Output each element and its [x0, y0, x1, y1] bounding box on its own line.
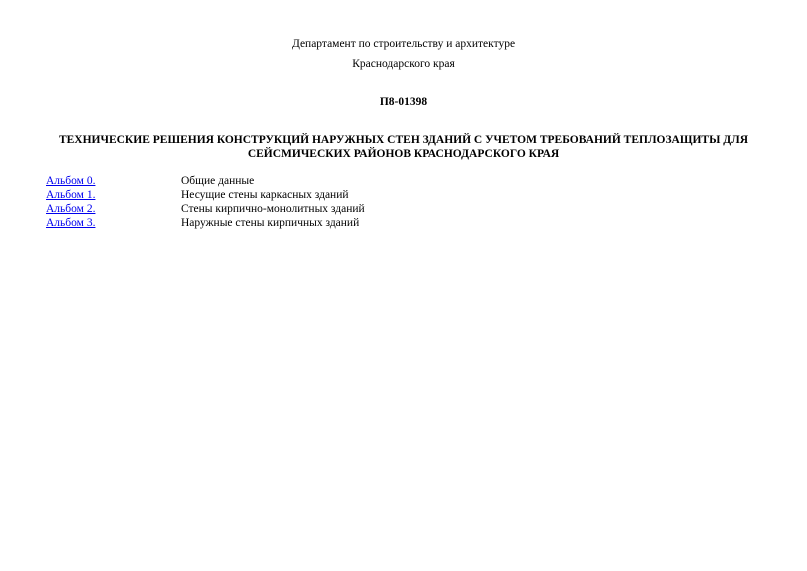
document-code: П8-01398: [379, 96, 428, 108]
organization-region: Краснодарского края: [352, 58, 455, 70]
album-3-link[interactable]: Альбом 3.: [46, 217, 96, 229]
album-1-description: Несущие стены каркасных зданий: [181, 189, 349, 201]
album-row-3: [46, 216, 646, 230]
album-1-link[interactable]: Альбом 1.: [46, 189, 96, 201]
album-list: [46, 174, 646, 230]
album-2-link[interactable]: Альбом 2.: [46, 203, 96, 215]
organization-name: Департамент по строительству и архитектуре: [291, 38, 516, 50]
album-3-description: Наружные стены кирпичных зданий: [181, 217, 360, 229]
album-row-0: [46, 174, 646, 188]
album-row-1: [46, 188, 646, 202]
album-0-description: Общие данные: [181, 175, 255, 187]
album-0-link[interactable]: Альбом 0.: [46, 175, 96, 187]
album-row-2: [46, 202, 646, 216]
album-2-description: Стены кирпично-монолитных зданий: [181, 203, 365, 215]
document-title: ТЕХНИЧЕСКИЕ РЕШЕНИЯ КОНСТРУКЦИЙ НАРУЖНЫХ СТЕН ЗДАНИЙ С УЧЕТОМ ТРЕБОВАНИЙ ТЕПЛОЗАЩИТЫ ДЛЯ СЕЙСМИЧЕСКИХ РАЙОНОВ КРАСНОДАРСКОГО КРАЯ: [58, 134, 749, 160]
